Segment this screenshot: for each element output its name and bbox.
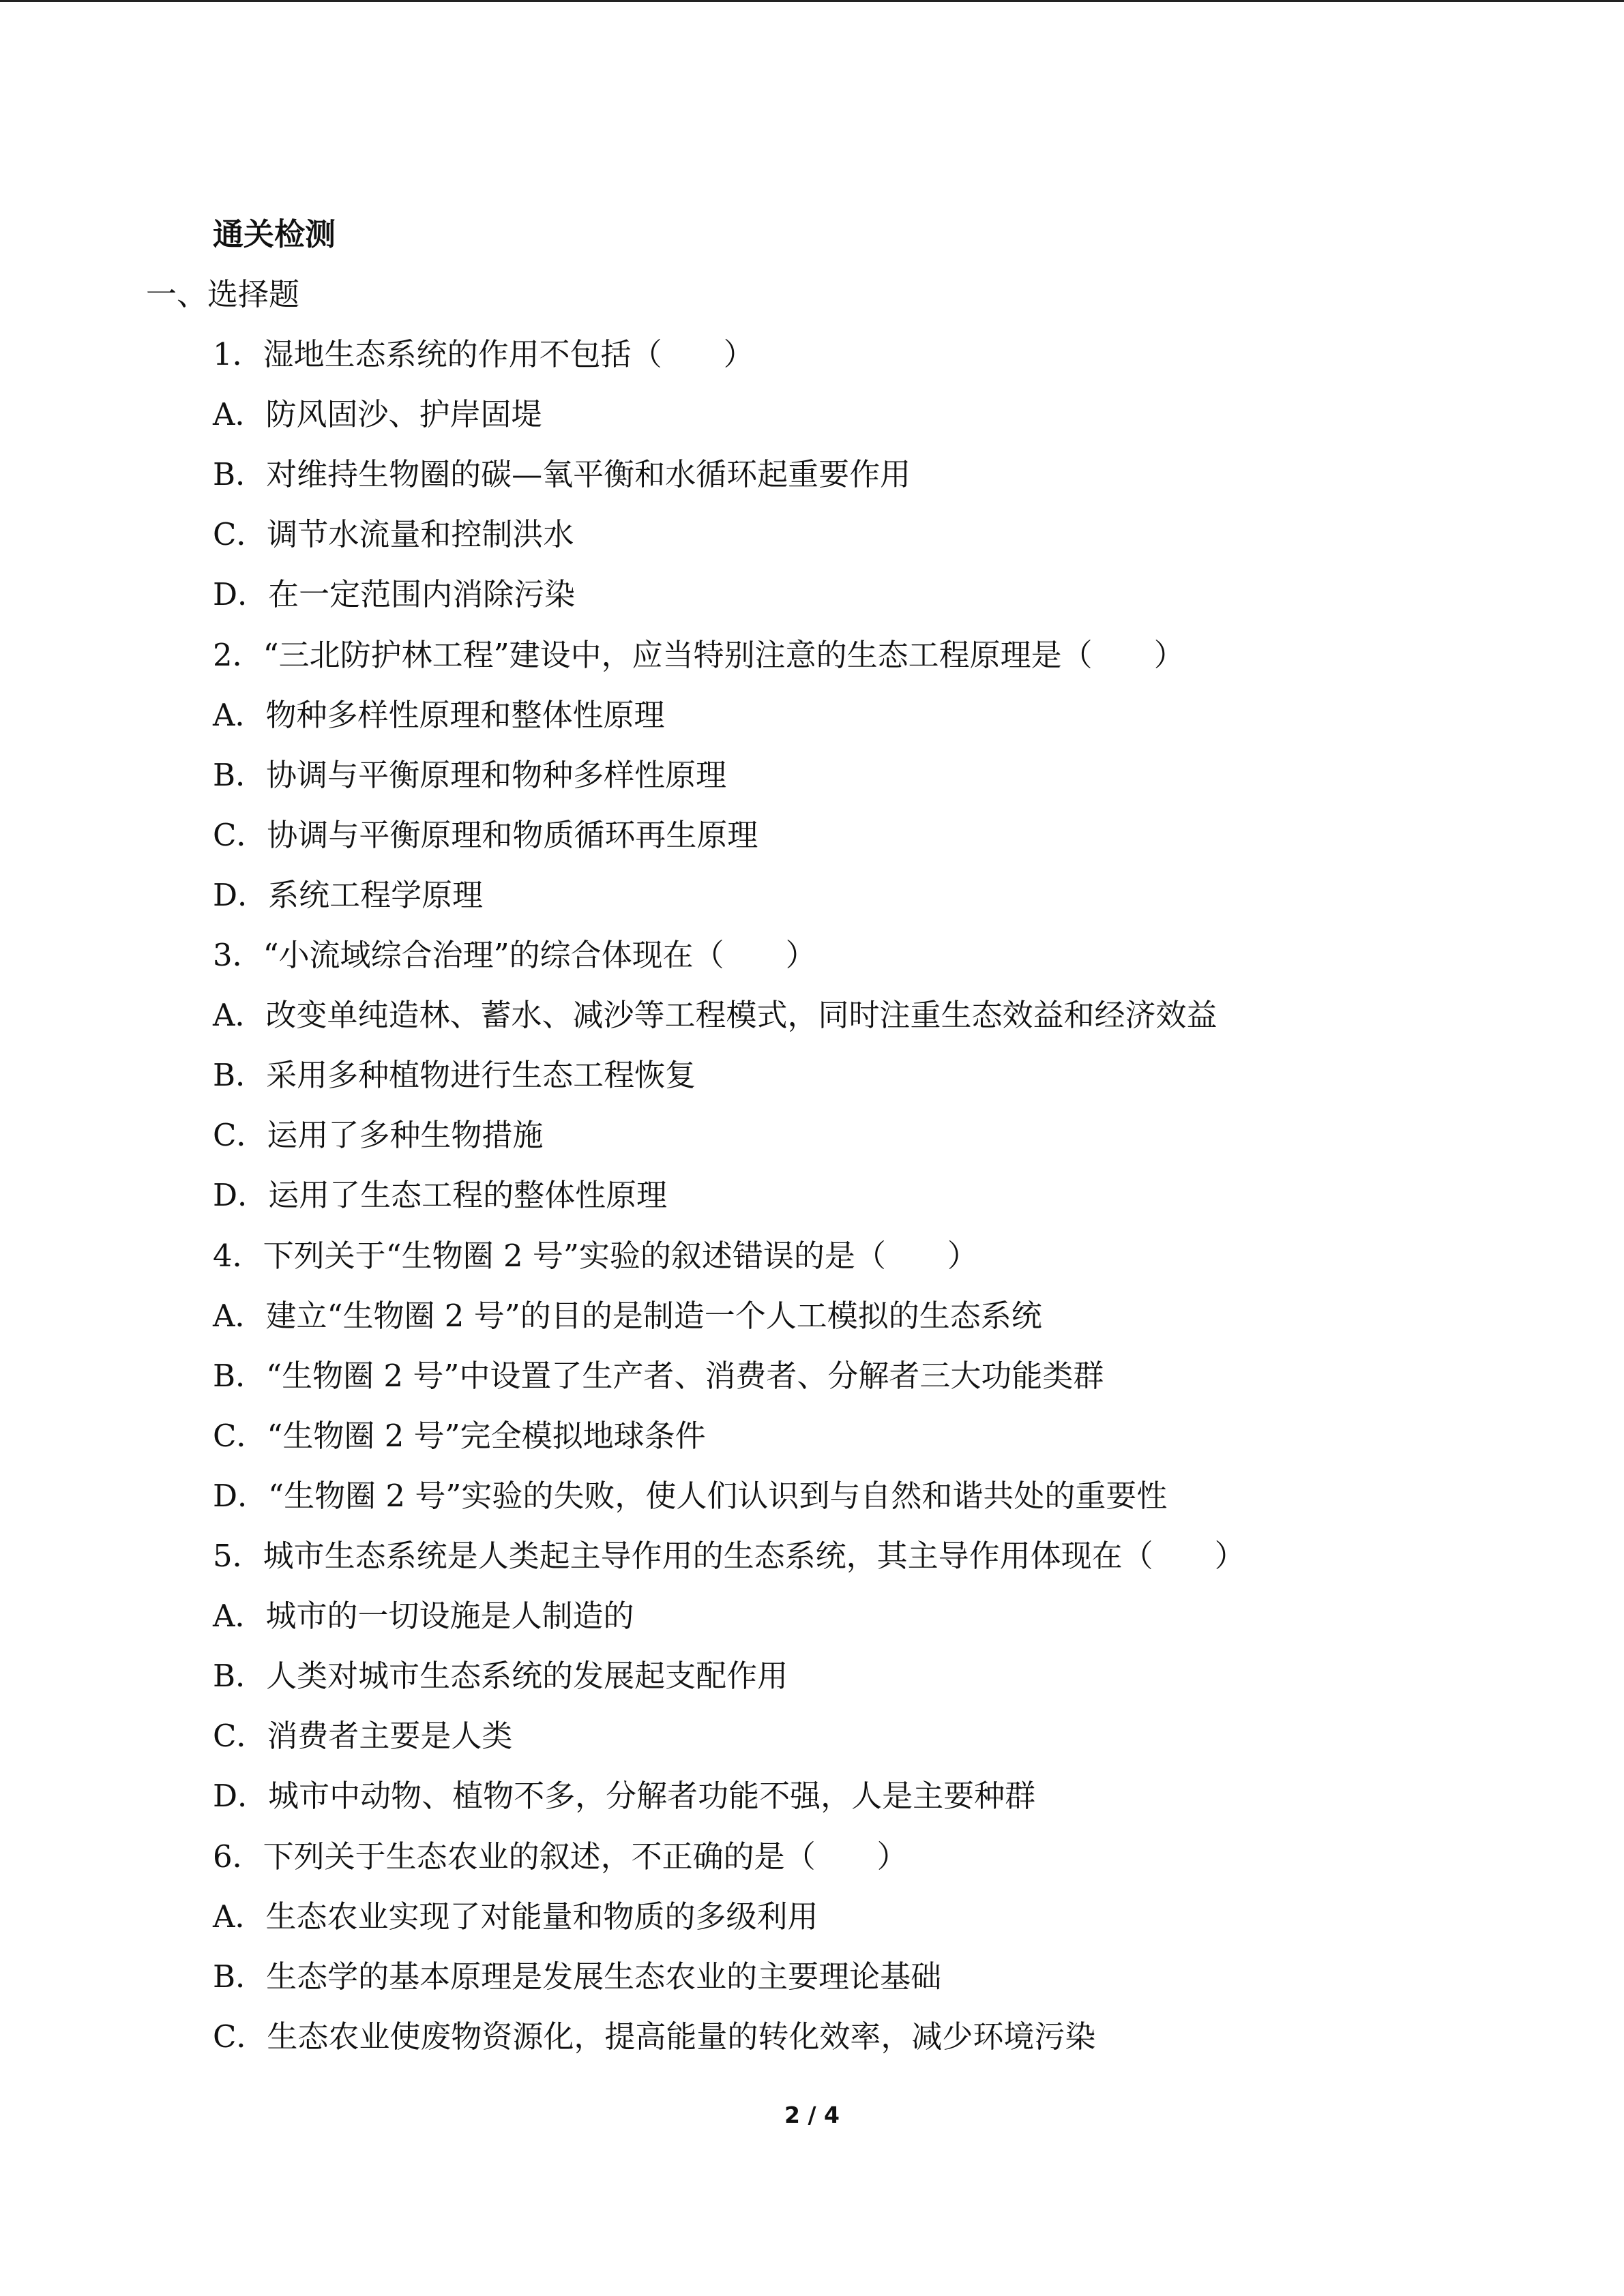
- answer-option: C．协调与平衡原理和物质循环再生原理: [213, 817, 758, 853]
- answer-option: B．采用多种植物进行生态工程恢复: [213, 1057, 696, 1093]
- answer-option: D．运用了生态工程的整体性原理: [213, 1177, 668, 1213]
- answer-option: C．调节水流量和控制洪水: [213, 516, 574, 552]
- answer-option: B．协调与平衡原理和物种多样性原理: [213, 757, 727, 793]
- answer-option: D．“生物圈 2 号”实验的失败，使人们认识到与自然和谐共处的重要性: [213, 1478, 1168, 1514]
- answer-option: A．建立“生物圈 2 号”的目的是制造一个人工模拟的生态系统: [213, 1298, 1042, 1334]
- question-stem: 5．城市生态系统是人类起主导作用的生态系统，其主导作用体现在（ ）: [213, 1538, 1245, 1574]
- answer-option: B．对维持生物圈的碳—氧平衡和水循环起重要作用: [213, 456, 911, 492]
- question-stem: 6．下列关于生态农业的叙述，不正确的是（ ）: [213, 1838, 908, 1875]
- answer-option: A．城市的一切设施是人制造的: [213, 1598, 634, 1634]
- page-number: 2 / 4: [784, 2102, 840, 2128]
- answer-option: A．防风固沙、护岸固堤: [213, 396, 542, 432]
- answer-option: B．生态学的基本原理是发展生态农业的主要理论基础: [213, 1958, 942, 1995]
- answer-option: A．物种多样性原理和整体性原理: [213, 697, 665, 733]
- answer-option: D．系统工程学原理: [213, 877, 484, 913]
- answer-option: A．改变单纯造林、蓄水、减沙等工程模式，同时注重生态效益和经济效益: [213, 997, 1217, 1033]
- answer-option: C．运用了多种生物措施: [213, 1117, 544, 1153]
- page-heading: 通关检测: [213, 216, 336, 252]
- question-stem: 3．“小流域综合治理”的综合体现在（ ）: [213, 937, 816, 973]
- answer-option: C．生态农业使废物资源化，提高能量的转化效率，减少环境污染: [213, 2018, 1096, 2055]
- answer-option: B．“生物圈 2 号”中设置了生产者、消费者、分解者三大功能类群: [213, 1358, 1104, 1394]
- answer-option: C．消费者主要是人类: [213, 1718, 513, 1754]
- answer-option: B．人类对城市生态系统的发展起支配作用: [213, 1658, 788, 1694]
- answer-option: D．在一定范围内消除污染: [213, 576, 576, 612]
- section-title: 一、选择题: [146, 276, 300, 312]
- question-stem: 1．湿地生态系统的作用不包括（ ）: [213, 336, 754, 372]
- answer-option: D．城市中动物、植物不多，分解者功能不强，人是主要种群: [213, 1778, 1036, 1814]
- answer-option: C．“生物圈 2 号”完全模拟地球条件: [213, 1418, 706, 1454]
- question-stem: 4．下列关于“生物圈 2 号”实验的叙述错误的是（ ）: [213, 1238, 978, 1274]
- answer-option: A．生态农业实现了对能量和物质的多级利用: [213, 1898, 818, 1935]
- question-stem: 2．“三北防护林工程”建设中，应当特别注意的生态工程原理是（ ）: [213, 637, 1185, 673]
